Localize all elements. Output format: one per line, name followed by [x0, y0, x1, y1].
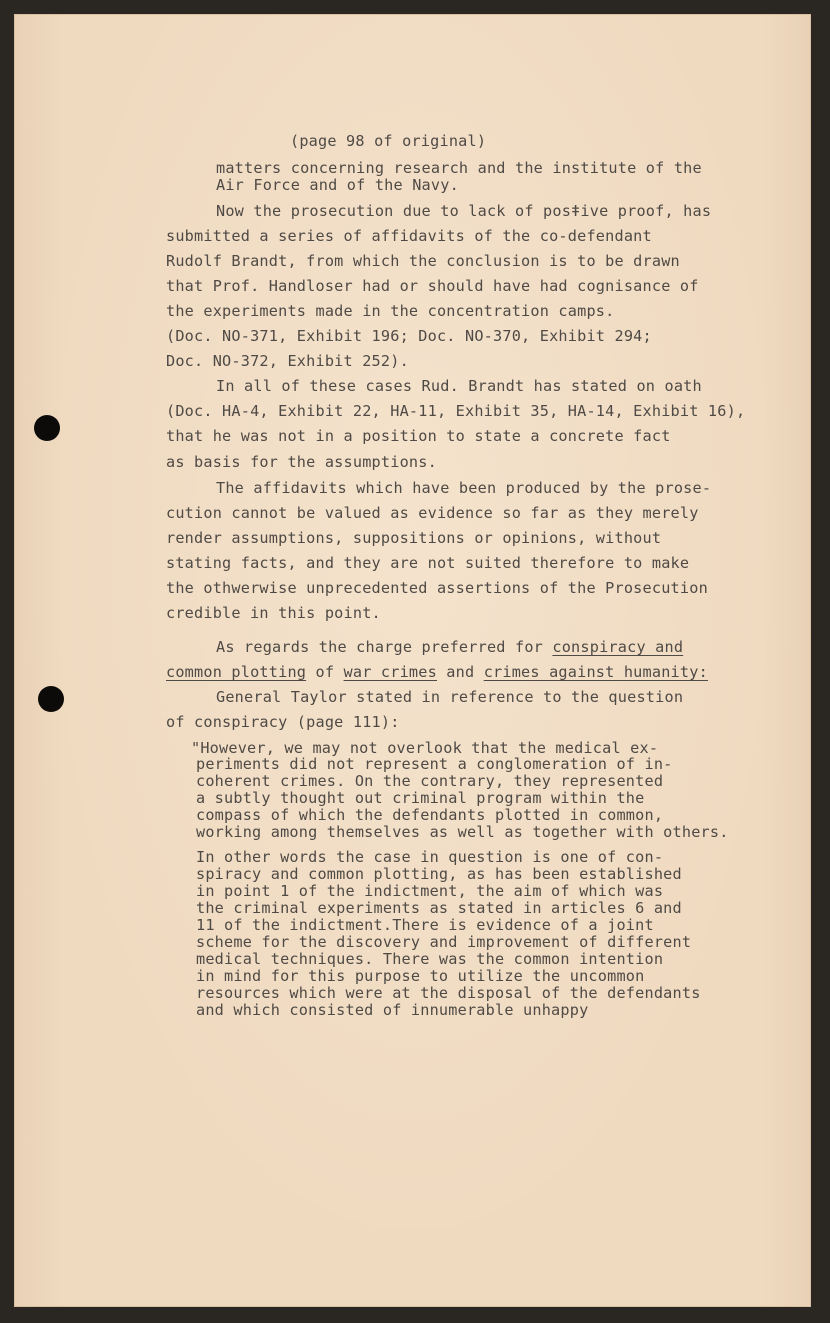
- underlined-phrase: conspiracy and: [552, 638, 684, 656]
- quote-line: periments did not represent a conglomeration of in-: [196, 755, 673, 773]
- underlined-phrase: war crimes: [343, 663, 437, 681]
- quote-line: in mind for this purpose to utilize the uncommon: [196, 967, 645, 985]
- text-line: General Taylor stated in reference to the question: [216, 688, 684, 706]
- text-line: render assumptions, suppositions or opinions, without: [166, 529, 662, 547]
- text-line: as basis for the assumptions.: [166, 453, 437, 471]
- text-line: Doc. NO-372, Exhibit 252).: [166, 352, 409, 370]
- underlined-phrase: common plotting: [166, 663, 307, 681]
- text-segment: and: [436, 663, 484, 681]
- text-segment: of: [306, 663, 344, 681]
- text-line: matters concerning research and the institute of the: [216, 159, 702, 177]
- quote-line: and which consisted of innumerable unhappy: [196, 1001, 589, 1019]
- text-segment: As regards the charge preferred for: [216, 638, 553, 656]
- quote-line: "However, we may not overlook that the medical ex-: [191, 739, 659, 757]
- text-line: the experiments made in the concentration camps.: [166, 302, 615, 320]
- text-line: credible in this point.: [166, 604, 381, 622]
- text-line: (Doc. HA-4, Exhibit 22, HA-11, Exhibit 35, HA-14, Exhibit 16),: [166, 402, 746, 420]
- text-line: the othwerwise unprecedented assertions of the Prosecution: [166, 579, 708, 597]
- text-line: Rudolf Brandt, from which the conclusion is to be drawn: [166, 252, 680, 270]
- text-line: (Doc. NO-371, Exhibit 196; Doc. NO-370, Exhibit 294;: [166, 327, 652, 345]
- text-line: Now the prosecution due to lack of posǂive proof, has: [216, 202, 712, 220]
- quote-line: resources which were at the disposal of the defendants: [196, 984, 701, 1002]
- page-reference: (page 98 of original): [290, 132, 487, 150]
- quote-line: 11 of the indictment.There is evidence of a joint: [196, 916, 654, 934]
- text-line: cution cannot be valued as evidence so far as they merely: [166, 504, 699, 522]
- text-line: submitted a series of affidavits of the co-defendant: [166, 227, 652, 245]
- quote-line: In other words the case in question is one of con-: [196, 848, 664, 866]
- text-line: Air Force and of the Navy.: [216, 176, 459, 194]
- text-line: that Prof. Handloser had or should have had cognisance of: [166, 277, 699, 295]
- text-line: of conspiracy (page 111):: [166, 713, 400, 731]
- quote-line: spiracy and common plotting, as has been established: [196, 865, 682, 883]
- text-line: stating facts, and they are not suited therefore to make: [166, 554, 690, 572]
- text-line: [216, 639, 683, 656]
- quote-line: medical techniques. There was the common intention: [196, 950, 664, 968]
- text-line: In all of these cases Rud. Brandt has stated on oath: [216, 377, 702, 395]
- quote-line: coherent crimes. On the contrary, they represented: [196, 772, 664, 790]
- quote-line: a subtly thought out criminal program within the: [196, 789, 645, 807]
- text-line: The affidavits which have been produced by the prose-: [216, 479, 712, 497]
- punch-hole: [38, 686, 64, 712]
- quote-line: scheme for the discovery and improvement of different: [196, 933, 692, 951]
- underlined-phrase: crimes against humanity:: [483, 663, 708, 681]
- text-line: [166, 664, 708, 681]
- quote-line: in point 1 of the indictment, the aim of which was: [196, 882, 664, 900]
- text-line: that he was not in a position to state a concrete fact: [166, 427, 671, 445]
- quote-line: the criminal experiments as stated in articles 6 and: [196, 899, 682, 917]
- punch-hole: [34, 415, 60, 441]
- quote-line: working among themselves as well as together with others.: [196, 823, 729, 841]
- quote-line: compass of which the defendants plotted in common,: [196, 806, 664, 824]
